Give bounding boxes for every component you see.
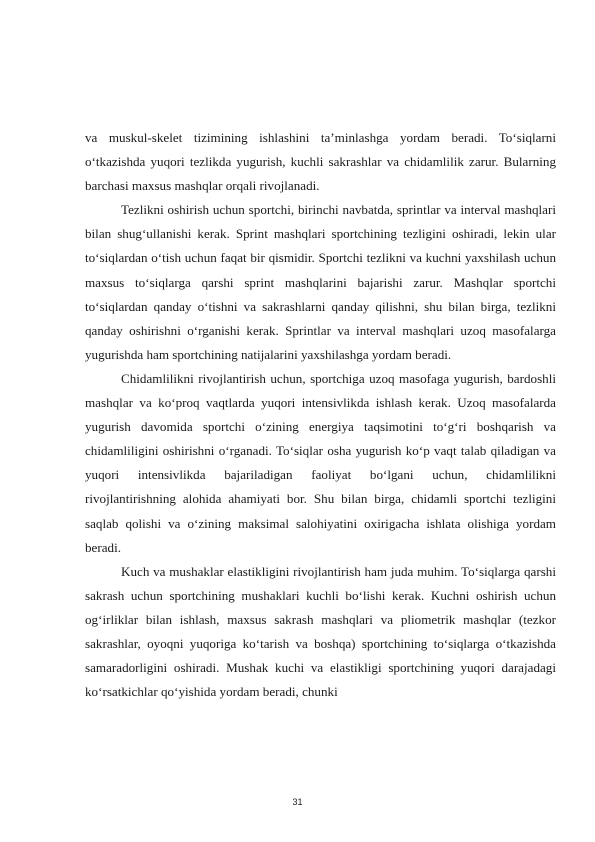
page-number: 31 [292,797,303,807]
paragraph-speed: Tezlikni oshirish uchun sportchi, birinchi navbatda, sprintlar va interval mashqlari bilan shug‘ullanishi kerak. Sprint mashqlari sportchining tezligini oshiradi, lekin ular to‘siqlardan o‘tish uchun faqat bir qismidir. Sportchi tezlikni va kuchni yaxshilash uchun maxsus to‘siqlarga qarshi sprint mashqlarini bajarishi zarur. Mashqlar sportchi to‘siqlardan qanday o‘tishni va sakrashlarni qanday qilishni, shu bilan birga, tezlikni qanday oshirishni o‘rganishi kerak. Sprintlar va interval mashqlari uzoq masofalarga yugurishda ham sportchining natijalarini yaxshilashga yordam beradi. [85,202,556,362]
paragraph-strength: Kuch va mushaklar elastikligini rivojlantirish ham juda muhim. To‘siqlarga qarshi sakrash uchun sportchining mushaklari kuchli bo‘lishi kerak. Kuchni oshirish uchun og‘irliklar bilan ishlash, maxsus sakrash mashqlari va pliometrik mashqlar (tezkor sakrashlar, oyoqni yuqoriga ko‘tarish va boshqa) sportchining to‘siqlarga o‘tkazishda samaradorligini oshiradi. Mushak kuchi va elastikligi sportchining yuqori darajadagi ko‘rsatkichlar qo‘yishida yordam beradi, chunki [85,563,556,700]
body-text [85,126,556,704]
paragraph-endurance: Chidamlilikni rivojlantirish uchun, sportchiga uzoq masofaga yugurish, bardoshli mashqlar va ko‘proq vaqtlarda yuqori intensivlikda ishlash kerak. Uzoq masofalarda yugurish davomida sportchi o‘zining energiya taqsimotini to‘g‘ri boshqarish va chidamliligini oshirishni o‘rganadi. To‘siqlar osha yugurish ko‘p vaqt talab qiladigan va yuqori intensivlikda bajariladigan faoliyat bo‘lgani uchun, chidamlilikni rivojlantirishning alohida ahamiyati bor. Shu bilan birga, chidamli sportchi tezligini saqlab qolishi va o‘zining maksimal salohiyatini oxirigacha ishlata olishiga yordam beradi. [85,370,556,555]
paragraph-continuation: va muskul-skelet tizimining ishlashini ta’minlashga yordam beradi. To‘siqlarni o‘tkazishda yuqori tezlikda yugurish, kuchli sakrashlar va chidamlilik zarur. Bularning barchasi maxsus mashqlar orqali rivojlanadi. [85,130,556,194]
